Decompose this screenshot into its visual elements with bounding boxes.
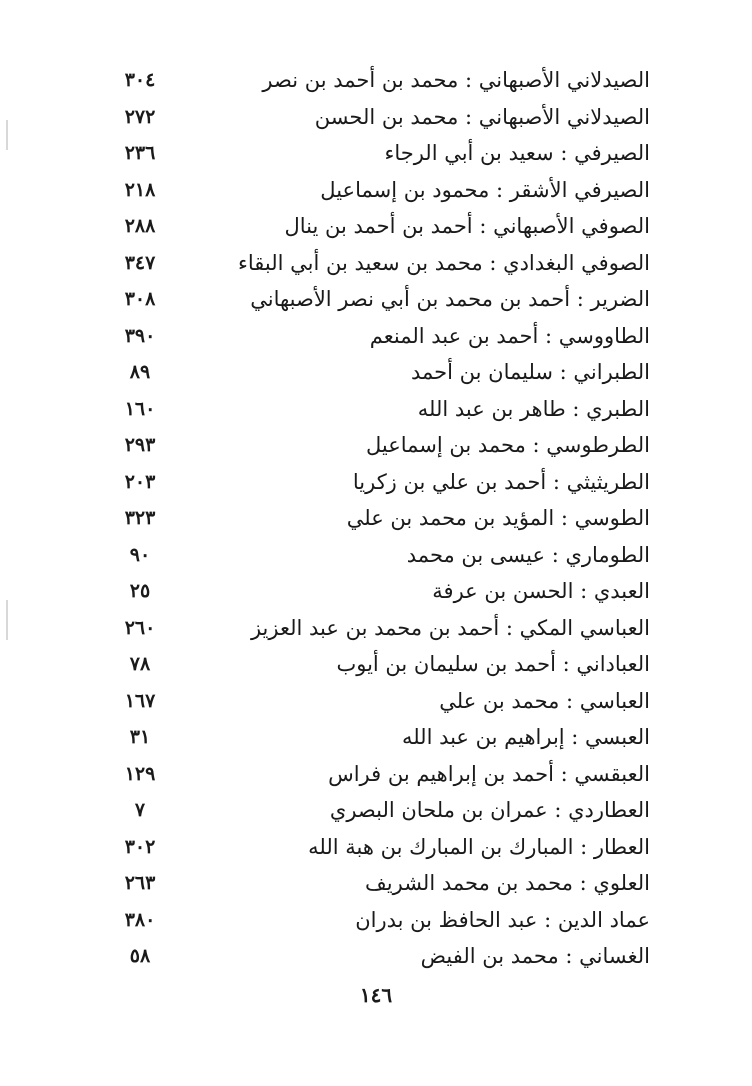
index-entry (110, 646, 650, 683)
entry-name: الطوماري : عيسى بن محمد (406, 542, 650, 567)
entry-name: الضرير : أحمد بن محمد بن أبي نصر الأصبهاني (250, 287, 650, 312)
entry-name: الصيدلاني الأصبهاني : محمد بن الحسن (314, 104, 650, 129)
index-entry (110, 500, 650, 537)
entry-name: الصيرفي الأشقر : محمود بن إسماعيل (320, 177, 650, 202)
index-entry (110, 683, 650, 720)
entry-name: الغساني : محمد بن الفيض (420, 944, 650, 969)
index-entry (110, 464, 650, 501)
entry-page-number: ٢١٨ (124, 178, 156, 201)
entry-name: عماد الدين : عبد الحافظ بن بدران (355, 907, 650, 932)
entry-name: العباسي المكي : أحمد بن محمد بن عبد العزيز (250, 615, 650, 640)
entry-name: الطوسي : المؤيد بن محمد بن علي (346, 506, 650, 531)
index-entry (110, 756, 650, 793)
index-entry (110, 902, 650, 939)
entry-name: العبقسي : أحمد بن إبراهيم بن فراس (328, 761, 650, 786)
entry-name: الصيرفي : سعيد بن أبي الرجاء (384, 141, 650, 166)
entry-name: الطاووسي : أحمد بن عبد المنعم (369, 323, 650, 348)
entry-page-number: ١٢٩ (124, 762, 156, 785)
index-entry (110, 318, 650, 355)
entry-page-number: ٣٨٠ (124, 908, 156, 931)
index-entry (110, 391, 650, 428)
entry-name: العبسي : إبراهيم بن عبد الله (401, 725, 650, 750)
entry-page-number: ٢٧٢ (124, 105, 156, 128)
entry-name: العباداني : أحمد بن سليمان بن أيوب (336, 652, 650, 677)
index-entry (110, 354, 650, 391)
index-entry (110, 719, 650, 756)
entry-page-number: ٧ (134, 799, 146, 822)
entry-page-number: ٨٩ (129, 361, 151, 384)
entry-page-number: ٢٨٨ (124, 215, 156, 238)
index-entry (110, 245, 650, 282)
entry-page-number: ٣١ (129, 726, 151, 749)
entry-page-number: ٣٢٣ (124, 507, 156, 530)
index-entry (110, 829, 650, 866)
index-entry (110, 135, 650, 172)
index-entry (110, 99, 650, 136)
entry-page-number: ٢٦٠ (124, 616, 156, 639)
index-entry (110, 281, 650, 318)
entry-name: العباسي : محمد بن علي (439, 688, 650, 713)
scan-edge-mark (6, 600, 8, 640)
entry-page-number: ٧٨ (129, 653, 151, 676)
entry-page-number: ٢٩٣ (124, 434, 156, 457)
entry-page-number: ٣٤٧ (124, 251, 156, 274)
entry-page-number: ٥٨ (129, 945, 151, 968)
entry-name: العلوي : محمد بن محمد الشريف (365, 871, 650, 896)
entry-name: الصيدلاني الأصبهاني : محمد بن أحمد بن نصر (262, 68, 650, 93)
entry-name: الطرطوسي : محمد بن إسماعيل (365, 433, 650, 458)
index-entry (110, 865, 650, 902)
entry-name: الطبري : طاهر بن عبد الله (417, 396, 650, 421)
entry-page-number: ٣٠٢ (124, 835, 156, 858)
entry-name: العطار : المبارك بن المبارك بن هبة الله (308, 834, 650, 859)
index-entry (110, 537, 650, 574)
index-entry (110, 573, 650, 610)
entry-name: الصوفي الأصبهاني : أحمد بن أحمد بن ينال (284, 214, 650, 239)
entry-page-number: ٢٠٣ (124, 470, 156, 493)
index-entry (110, 172, 650, 209)
index-entry (110, 610, 650, 647)
entry-name: الطريثيثي : أحمد بن علي بن زكريا (352, 469, 650, 494)
entry-page-number: ٩٠ (129, 543, 151, 566)
entry-page-number: ١٦٠ (124, 397, 156, 420)
entry-name: العبدي : الحسن بن عرفة (432, 579, 650, 604)
entry-page-number: ٣٠٤ (124, 69, 156, 92)
entry-page-number: ٢٥ (129, 580, 151, 603)
index-entry (110, 62, 650, 99)
index-entry (110, 427, 650, 464)
index-entries (110, 62, 650, 975)
entry-name: الطبراني : سليمان بن أحمد (411, 360, 650, 385)
entry-page-number: ٣٠٨ (124, 288, 156, 311)
entry-name: العطاردي : عمران بن ملحان البصري (329, 798, 650, 823)
scan-edge-mark (6, 120, 8, 150)
page-number: ١٤٦ (359, 983, 393, 1007)
entry-page-number: ٢٦٣ (124, 872, 156, 895)
entry-name: الصوفي البغدادي : محمد بن سعيد بن أبي البقاء (237, 250, 650, 275)
index-entry (110, 938, 650, 975)
entry-page-number: ٣٩٠ (124, 324, 156, 347)
index-entry (110, 792, 650, 829)
entry-page-number: ١٦٧ (124, 689, 156, 712)
index-entry (110, 208, 650, 245)
entry-page-number: ٢٣٦ (124, 142, 156, 165)
